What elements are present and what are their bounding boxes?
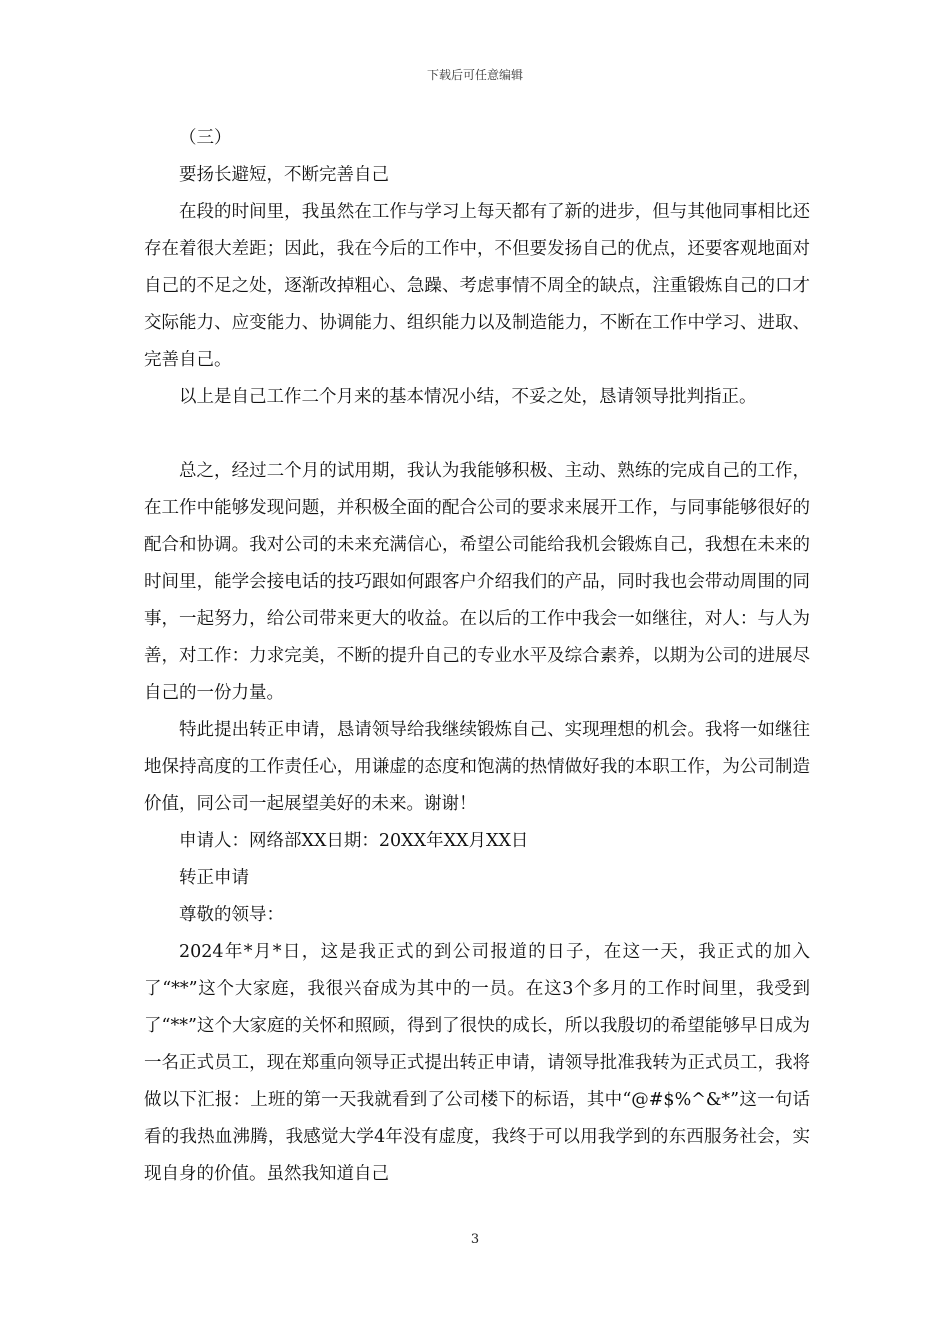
paragraph-gap: [144, 416, 810, 453]
body-paragraph: 2024年*月*日，这是我正式的到公司报道的日子，在这一天，我正式的加入了“**”这个大家庭，我很兴奋成为其中的一员。在这3个多月的工作时间里，我受到了“**”这个大家庭的关怀和照顾，得到了很快的成长，所以我殷切的希望能够早日成为一名正式员工，现在郑重向领导正式提出转正申请，请领导批准我转为正式员工，我将做以下汇报：上班的第一天我就看到了公司楼下的标语，其中“@#$%^&*”这一句话看的我热血沸腾，我感觉大学4年没有虚度，我终于可以用我学到的东西服务社会，实现自身的价值。虽然我知道自己: [144, 942, 810, 1184]
section-heading: 要扬长避短，不断完善自己: [179, 165, 389, 185]
body-paragraph: 在段的时间里，我虽然在工作与学习上每天都有了新的进步，但与其他同事相比还存在着很大差距；因此，我在今后的工作中，不但要发扬自己的优点，还要客观地面对自己的不足之处，逐渐改掉粗心、急躁、考虑事情不周全的缺点，注重锻炼自己的口才交际能力、应变能力、协调能力、组织能力以及制造能力，不断在工作中学习、进取、完善自己。: [144, 202, 810, 370]
document-body: [144, 120, 810, 1193]
body-paragraph: 特此提出转正申请，恳请领导给我继续锻炼自己、实现理想的机会。我将一如继往地保持高度的工作责任心，用谦虚的态度和饱满的热情做好我的本职工作，为公司制造价值，同公司一起展望美好的未来。谢谢！: [144, 720, 810, 814]
section-number: （三）: [179, 128, 232, 148]
page-header: 下载后可任意编辑: [426, 68, 523, 82]
applicant-line: 申请人：网络部XX日期：20XX年XX月XX日: [179, 831, 529, 851]
body-paragraph: 总之，经过二个月的试用期，我认为我能够积极、主动、熟练的完成自己的工作，在工作中能够发现问题，并积极全面的配合公司的要求来展开工作，与同事能够很好的配合和协调。我对公司的未来充满信心，希望公司能给我机会锻炼自己，我想在未来的时间里，能学会接电话的技巧跟如何跟客户介绍我们的产品，同时我也会带动周围的同事，一起努力，给公司带来更大的收益。在以后的工作中我会一如继往，对人：与人为善，对工作：力求完美，不断的提升自己的专业水平及综合素养，以期为公司的进展尽自己的一份力量。: [144, 461, 810, 703]
page-number: 3: [470, 1232, 480, 1247]
salutation: 尊敬的领导：: [179, 905, 284, 925]
body-paragraph: 以上是自己工作二个月来的基本情况小结，不妥之处，恳请领导批判指正。: [179, 387, 757, 407]
letter-title: 转正申请: [179, 868, 249, 888]
